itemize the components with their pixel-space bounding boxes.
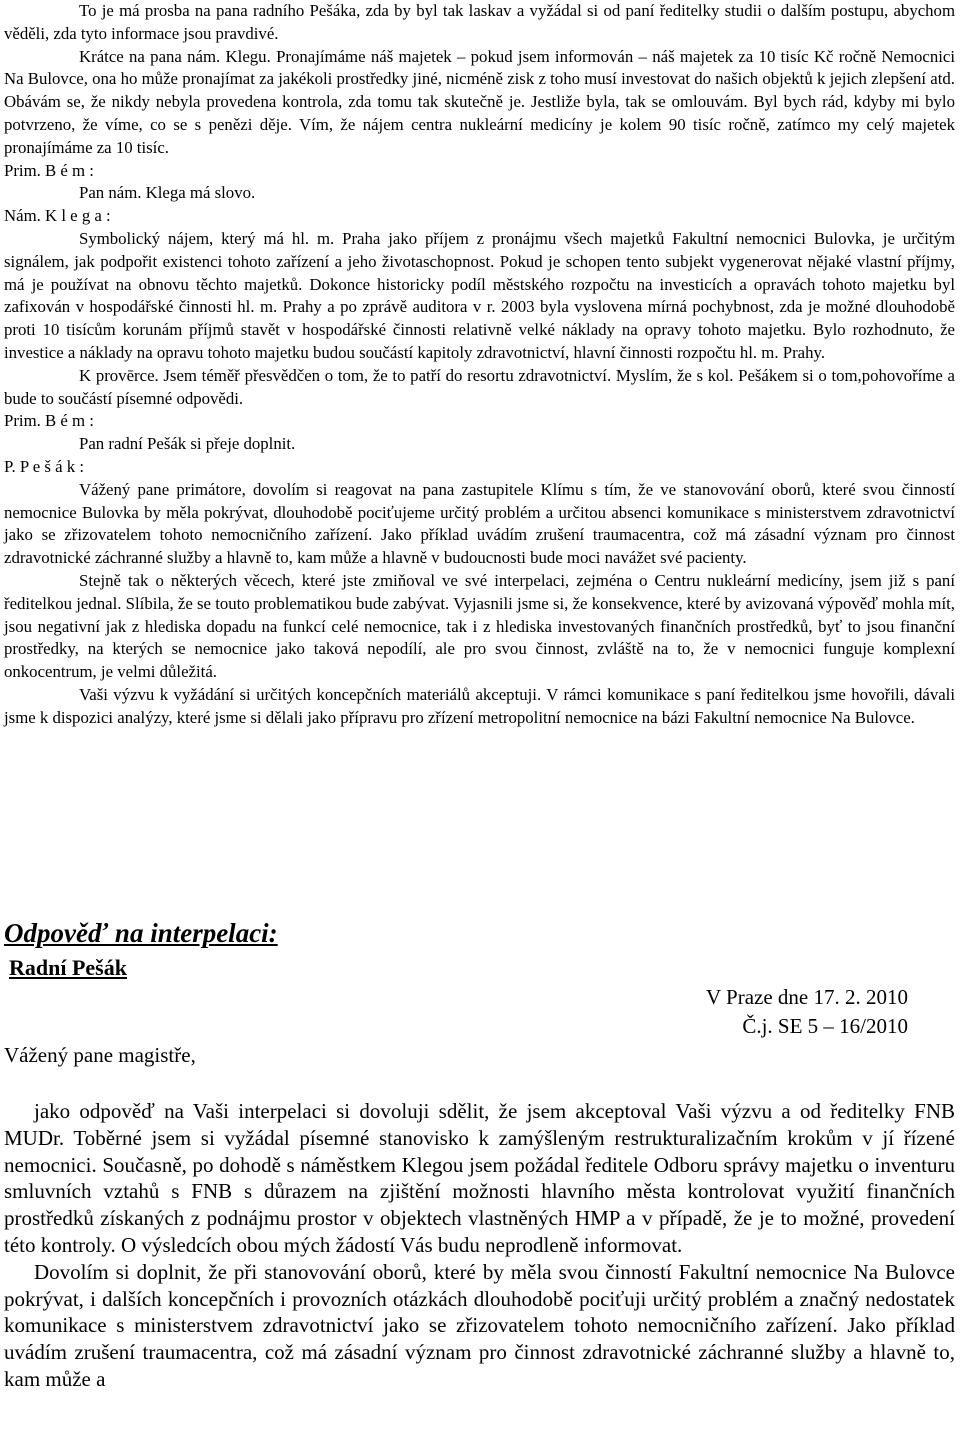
transcript-paragraph: Prim. B é m : bbox=[4, 160, 94, 180]
transcript-paragraph: Vaši výzvu k vyžádání si určitých koncepčních materiálů akceptuji. V rámci komunikace s paní ředitelkou jsme hovořili, dávali jsme k dispozici analýzy, které jsme si dělali jako přípravu pro zřízení metropolitní nemocnice na bázi Fakultní nemocnice Na Bulovce. bbox=[4, 684, 955, 727]
transcript-paragraph: Symbolický nájem, který má hl. m. Praha jako příjem z pronájmu všech majetků Fakultní nemocnici Bulovka, je určitým signálem, jak podpořit existenci tohoto zařízení a jeho životaschopnost. Pokud je schopen tento subjekt vygenerovat nějaké vlastní příjmy, má je používat na obnovu těchto majetků. Dokonce historicky podíl městského rozpočtu na investicích a opravách tohoto majetku byl zafixován v hospodářské činnosti hl. m. Prahy a po zprávě auditora v r. 2003 byla vyslovena mírná pochybnost, zda je možné dlouhodobě proti 10 tisícům korunám příjmů stavět v hospodářské činnosti relativně velké náklady na opravy tohoto majetku. Bylo rozhodnuto, že investice a náklady na opravu tohoto majetku budou součástí kapitoly zdravotnictví, hlavní činnosti rozpočtu hl. m. Prahy. bbox=[4, 228, 955, 362]
transcript-paragraph: Nám. K l e g a : bbox=[4, 206, 111, 226]
transcript-paragraph: Pan radní Pešák si přeje doplnit. bbox=[79, 434, 296, 454]
transcript-paragraph: Prim. B é m : bbox=[4, 411, 94, 431]
transcript-paragraph: To je má prosba na pana radního Pešáka, zda by byl tak laskav a vyžádal si od paní ředitelky studii o dalším postupu, abychom věděli, zda tyto informace jsou pravdivé. bbox=[4, 1, 955, 43]
date-line: V Praze dne 17. 2. 2010 bbox=[706, 985, 908, 1009]
transcript-paragraph: Vážený pane primátore, dovolím si reagovat na pana zastupitele Klímu s tím, že ve stanovování oborů, které svou činností nemocnice Bulovka by měla pokrývat, dlouhodobě pociťujeme určitý problém a určitou absenci komunikace s ministerstvem zdravotnictví jako se zřizovatelem tohoto nemocničního zařízení. Jako příklad uvádím zrušení traumacentra, což má zásadní význam pro činnost zdravotnické záchranné služby a hlavně to, kam může a hlavně v budoucnosti bude moci navážet své pacienty. bbox=[4, 479, 955, 568]
transcript-paragraph: K provērce. Jsem téměř přesvědčen o tom, že to patří do resortu zdravotnictví. Myslím, že s kol. Pešákem si o tom,pohovoříme a bude to součástí písemné odpovědi. bbox=[4, 365, 955, 408]
transcript-paragraph: P. P e š á k : bbox=[4, 456, 85, 476]
letter-body bbox=[4, 1098, 955, 1393]
letter-paragraph: Dovolím si doplnit, že při stanovování oborů, které by měla svou činností Fakultní nemocnice Na Bulovce pokrývat, i dalších koncepčních i provozních otázkách dlouhodobě pociťuji určitý problém a značný nedostatek komunikace s ministerstvem zdravotnictví jako se zřizovatelem tohoto nemocničního zařízení. Jako příklad uvádím zrušení traumacentra, což má zásadní význam pro činnost zdravotnické záchranné služby a hlavně to, kam může a bbox=[4, 1259, 955, 1391]
transcript-paragraph: Stejně tak o některých věcech, které jste zmiňoval ve své interpelaci, zejména o Centru nukleární medicíny, jsem již s paní ředitelkou jednal. Slíbila, že se touto problematikou bude zabývat. Vyjasnili jsme si, že konsekvence, které by avizovaná výpověď mohla mít, jsou negativní jak z hlediska dopadu na funkcí celé nemocnice, tak i z hlediska investovaných finančních prostředků, byť to jsou finanční prostředky, na kterých se nemocnice jako taková nepodílí, ale pro svou činnost, zvláště na to, že v nemocnici funguje komplexní onkocentrum, je velmi důležitá. bbox=[4, 570, 955, 682]
salutation: Vážený pane magistře, bbox=[4, 1043, 196, 1067]
letter-paragraph: jako odpověď na Vaši interpelaci si dovoluji sdělit, že jsem akceptoval Vaši výzvu a od ředitelky FNB MUDr. Toběrné jsem si vyžádal písemné stanovisko k zamýšleným restrukturalizačním krokům v jí řízené nemocnici. Současně, po dohodě s náměstkem Klegou jsem požádal ředitele Odboru správy majetku o inventuru smluvních vztahů s FNB s důrazem na zjištění možnosti hlavního města kontrolovat využití finančních prostředků získaných z podnájmu prostor v objektech vlastněných HMP a v případě, že je to možné, provedení této kontroly. O výsledcích obou mých žádostí Vás budu neprodleně informovat. bbox=[4, 1099, 955, 1257]
transcript-section bbox=[4, 0, 955, 730]
transcript-paragraph: Pan nám. Klega má slovo. bbox=[79, 183, 256, 203]
author-subheading: Radní Pešák bbox=[9, 955, 127, 980]
answer-heading: Odpověď na interpelaci: bbox=[4, 918, 278, 948]
reference-number: Č.j. SE 5 – 16/2010 bbox=[742, 1014, 908, 1038]
transcript-paragraph: Krátce na pana nám. Klegu. Pronajímáme náš majetek – pokud jsem informován – náš majetek za 10 tisíc Kč ročně Nemocnici Na Bulovce, ona ho může pronajímat za jakékoli prostředky jiné, nicméně zisk z toho musí investovat do našich objektů k jejich zlepšení atd. Obávám se, že nikdy nebyla provedena kontrola, zda tomu tak skutečně je. Jestliže byla, tak se omlouvám. Byl bych rád, kdyby mi bylo potvrzeno, že víme, co se s penězi děje. Vím, že nájem centra nukleární medicíny je kolem 90 tisíc ročně, zatímco my celý majetek pronajímáme za 10 tisíc. bbox=[4, 46, 955, 157]
